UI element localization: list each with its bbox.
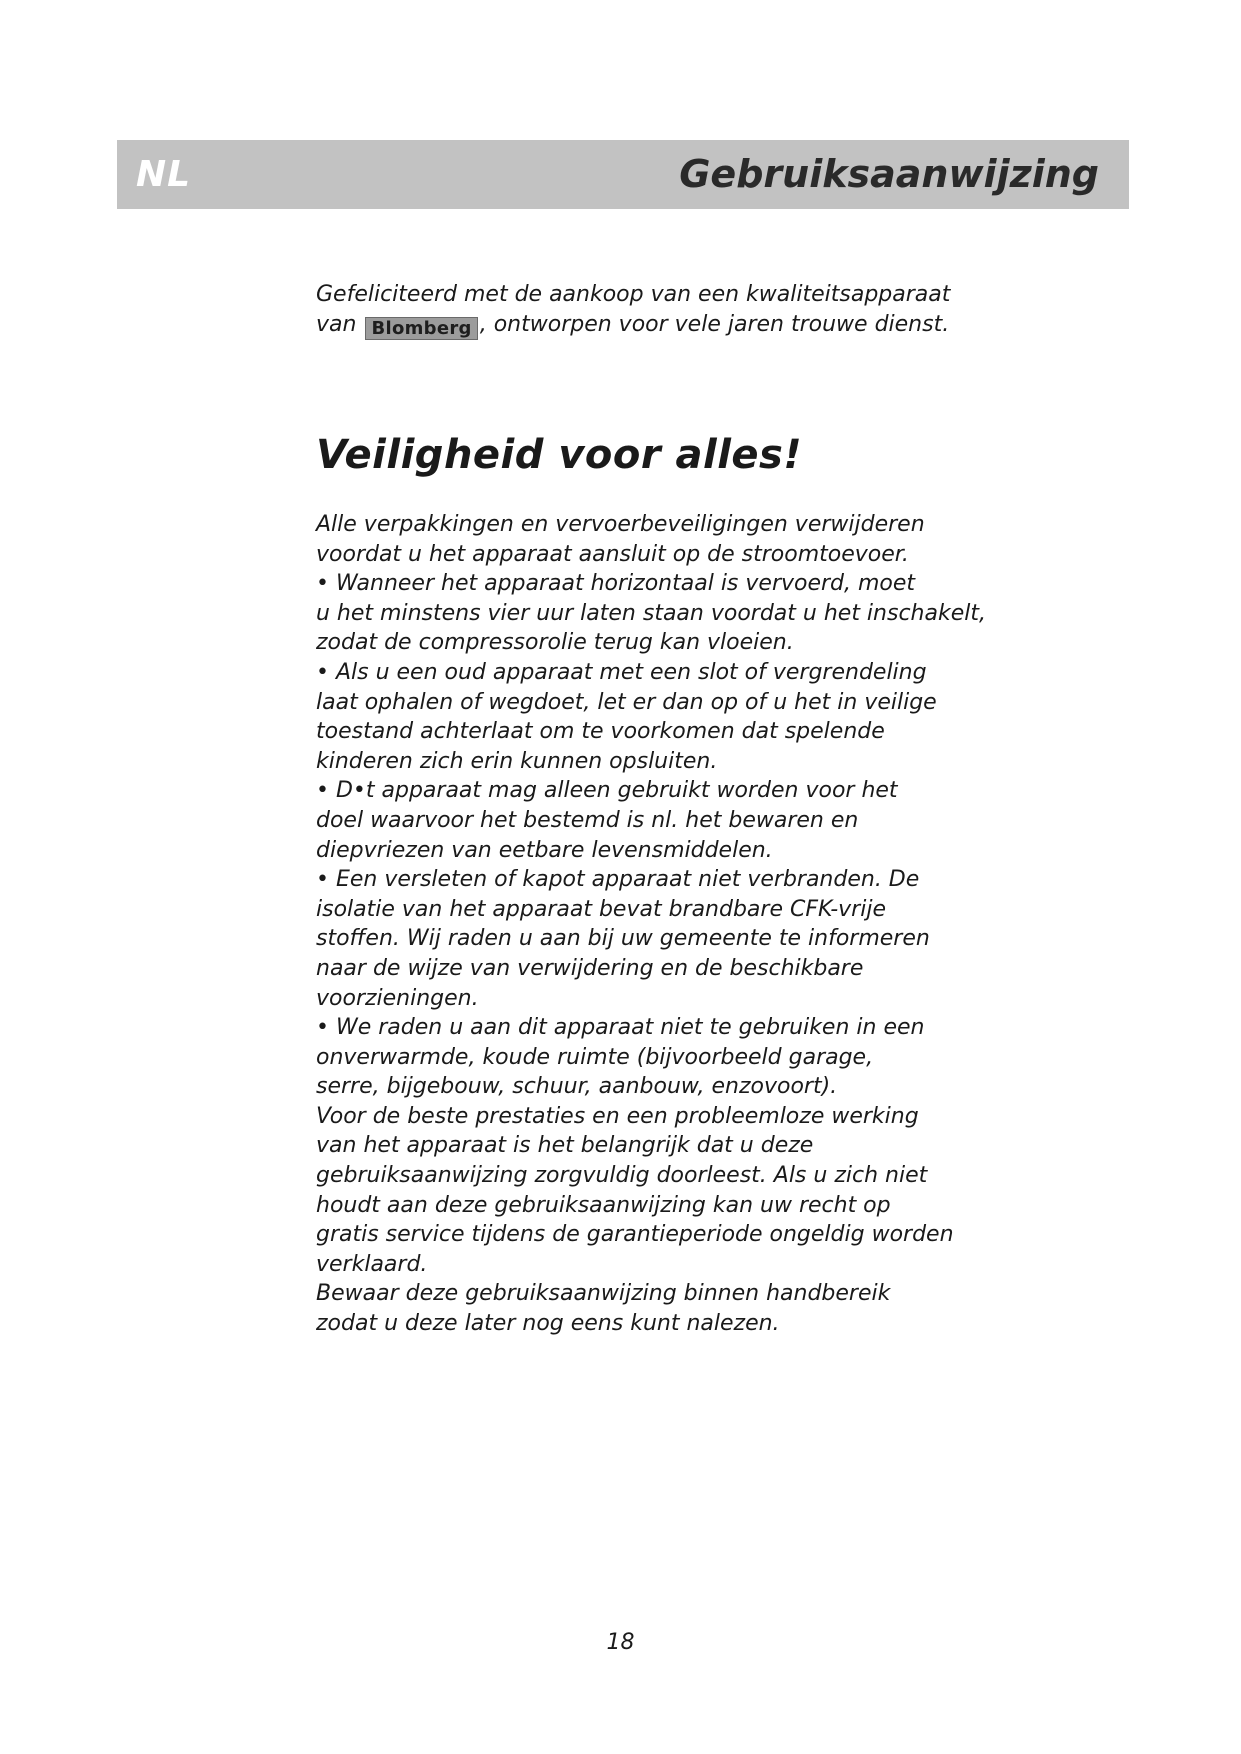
safety-line: gebruiksaanwijzing zorgvuldig doorleest. Als u zich niet bbox=[316, 1163, 928, 1189]
safety-line: • We raden u aan dit apparaat niet te gebruiken in een bbox=[316, 1015, 925, 1041]
safety-line: gratis service tijdens de garantieperiode ongeldig worden bbox=[316, 1222, 954, 1248]
safety-line: • Wanneer het apparaat horizontaal is vervoerd, moet bbox=[316, 571, 916, 597]
safety-line: isolatie van het apparaat bevat brandbare CFK-vrije bbox=[316, 896, 886, 922]
safety-line: • Als u een oud apparaat met een slot of vergrendeling bbox=[316, 659, 927, 685]
page-number: 18 bbox=[606, 1630, 635, 1655]
safety-line: diepvriezen van eetbare levensmiddelen. bbox=[316, 837, 773, 863]
safety-line: voordat u het apparaat aansluit op de stroomtoevoer. bbox=[316, 541, 909, 567]
safety-text bbox=[316, 510, 986, 1339]
safety-line: Alle verpakkingen en vervoerbeveiligingen verwijderen bbox=[316, 512, 925, 537]
safety-line: doel waarvoor het bestemd is nl. het bewaren en bbox=[316, 807, 859, 833]
safety-line: u het minstens vier uur laten staan voordat u het inschakelt, bbox=[316, 600, 986, 626]
document-title: Gebruiksaanwijzing bbox=[679, 152, 1099, 196]
safety-line: toestand achterlaat om te voorkomen dat spelende bbox=[316, 719, 885, 745]
safety-line: naar de wijze van verwijdering en de beschikbare bbox=[316, 955, 864, 981]
safety-line: Voor de beste prestaties en een probleemloze werking bbox=[316, 1103, 919, 1129]
safety-line: kinderen zich erin kunnen opsluiten. bbox=[316, 748, 718, 774]
safety-line: houdt aan deze gebruiksaanwijzing kan uw recht op bbox=[316, 1192, 891, 1218]
language-code: NL bbox=[136, 154, 192, 195]
brand-logo: Blomberg bbox=[365, 317, 477, 340]
safety-line: serre, bijgebouw, schuur, aanbouw, enzovoort). bbox=[316, 1074, 838, 1100]
safety-line: laat ophalen of wegdoet, let er dan op of u het in veilige bbox=[316, 689, 937, 715]
safety-line: verklaard. bbox=[316, 1251, 428, 1277]
safety-line: zodat u deze later nog eens kunt nalezen. bbox=[316, 1311, 780, 1337]
intro-van: van bbox=[316, 312, 357, 337]
safety-heading: Veiligheid voor alles! bbox=[316, 432, 803, 478]
intro-line-1: Gefeliciteerd met de aankoop van een kwaliteitsapparaat bbox=[316, 282, 951, 307]
safety-line: Bewaar deze gebruiksaanwijzing binnen handbereik bbox=[316, 1281, 891, 1307]
safety-line: voorzieningen. bbox=[316, 985, 479, 1011]
safety-line: • D•t apparaat mag alleen gebruikt worden voor het bbox=[316, 778, 898, 804]
safety-line: zodat de compressorolie terug kan vloeien. bbox=[316, 630, 794, 656]
header-bar bbox=[117, 140, 1129, 209]
safety-line: stoffen. Wij raden u aan bij uw gemeente te informeren bbox=[316, 926, 930, 952]
safety-line: • Een versleten of kapot apparaat niet verbranden. De bbox=[316, 867, 920, 893]
intro-line-2: , ontworpen voor vele jaren trouwe dienst. bbox=[479, 312, 950, 337]
safety-line: van het apparaat is het belangrijk dat u deze bbox=[316, 1133, 814, 1159]
safety-line: onverwarmde, koude ruimte (bijvoorbeeld garage, bbox=[316, 1044, 874, 1070]
intro-paragraph bbox=[316, 280, 956, 340]
